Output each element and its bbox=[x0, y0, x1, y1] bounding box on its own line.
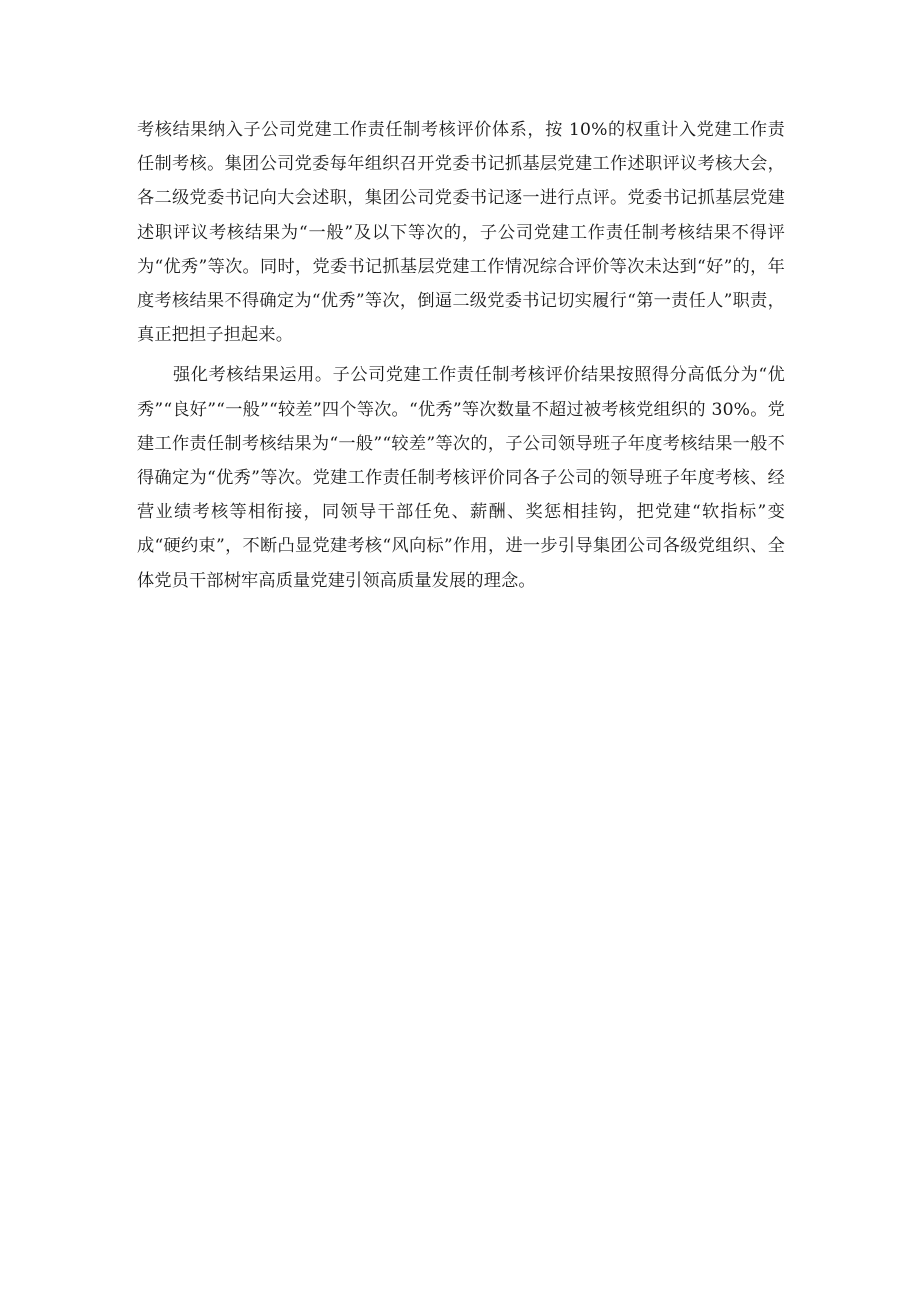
paragraph-assessment-results: 考核结果纳入子公司党建工作责任制考核评价体系，按 10%的权重计入党建工作责任制考核。集团公司党委每年组织召开党委书记抓基层党建工作述职评议考核大会，各二级党委书记向大会述职，集团公司党委书记逐一进行点评。党委书记抓基层党建述职评议考核结果为“一般”及以下等次的，子公司党建工作责任制考核结果不得评为“优秀”等次。同时，党委书记抓基层党建工作情况综合评价等次未达到“好”的，年度考核结果不得确定为“优秀”等次，倒逼二级党委书记切实履行“第一责任人”职责，真正把担子担起来。 bbox=[137, 120, 785, 346]
paragraph-result-application: 强化考核结果运用。子公司党建工作责任制考核评价结果按照得分高低分为“优秀”“良好”“一般”“较差”四个等次。“优秀”等次数量不超过被考核党组织的 30%。党建工作责任制考核结果为“一般”“较差”等次的，子公司领导班子年度考核结果一般不得确定为“优秀”等次。党建工作责任制考核评价同各子公司的领导班子年度考核、经营业绩考核等相衔接，同领导干部任免、薪酬、奖惩相挂钩，把党建“软指标”变成“硬约束”，不断凸显党建考核“风向标”作用，进一步引导集团公司各级党组织、全体党员干部树牢高质量党建引领高质量发展的理念。 bbox=[137, 365, 785, 591]
document-body bbox=[137, 113, 785, 604]
